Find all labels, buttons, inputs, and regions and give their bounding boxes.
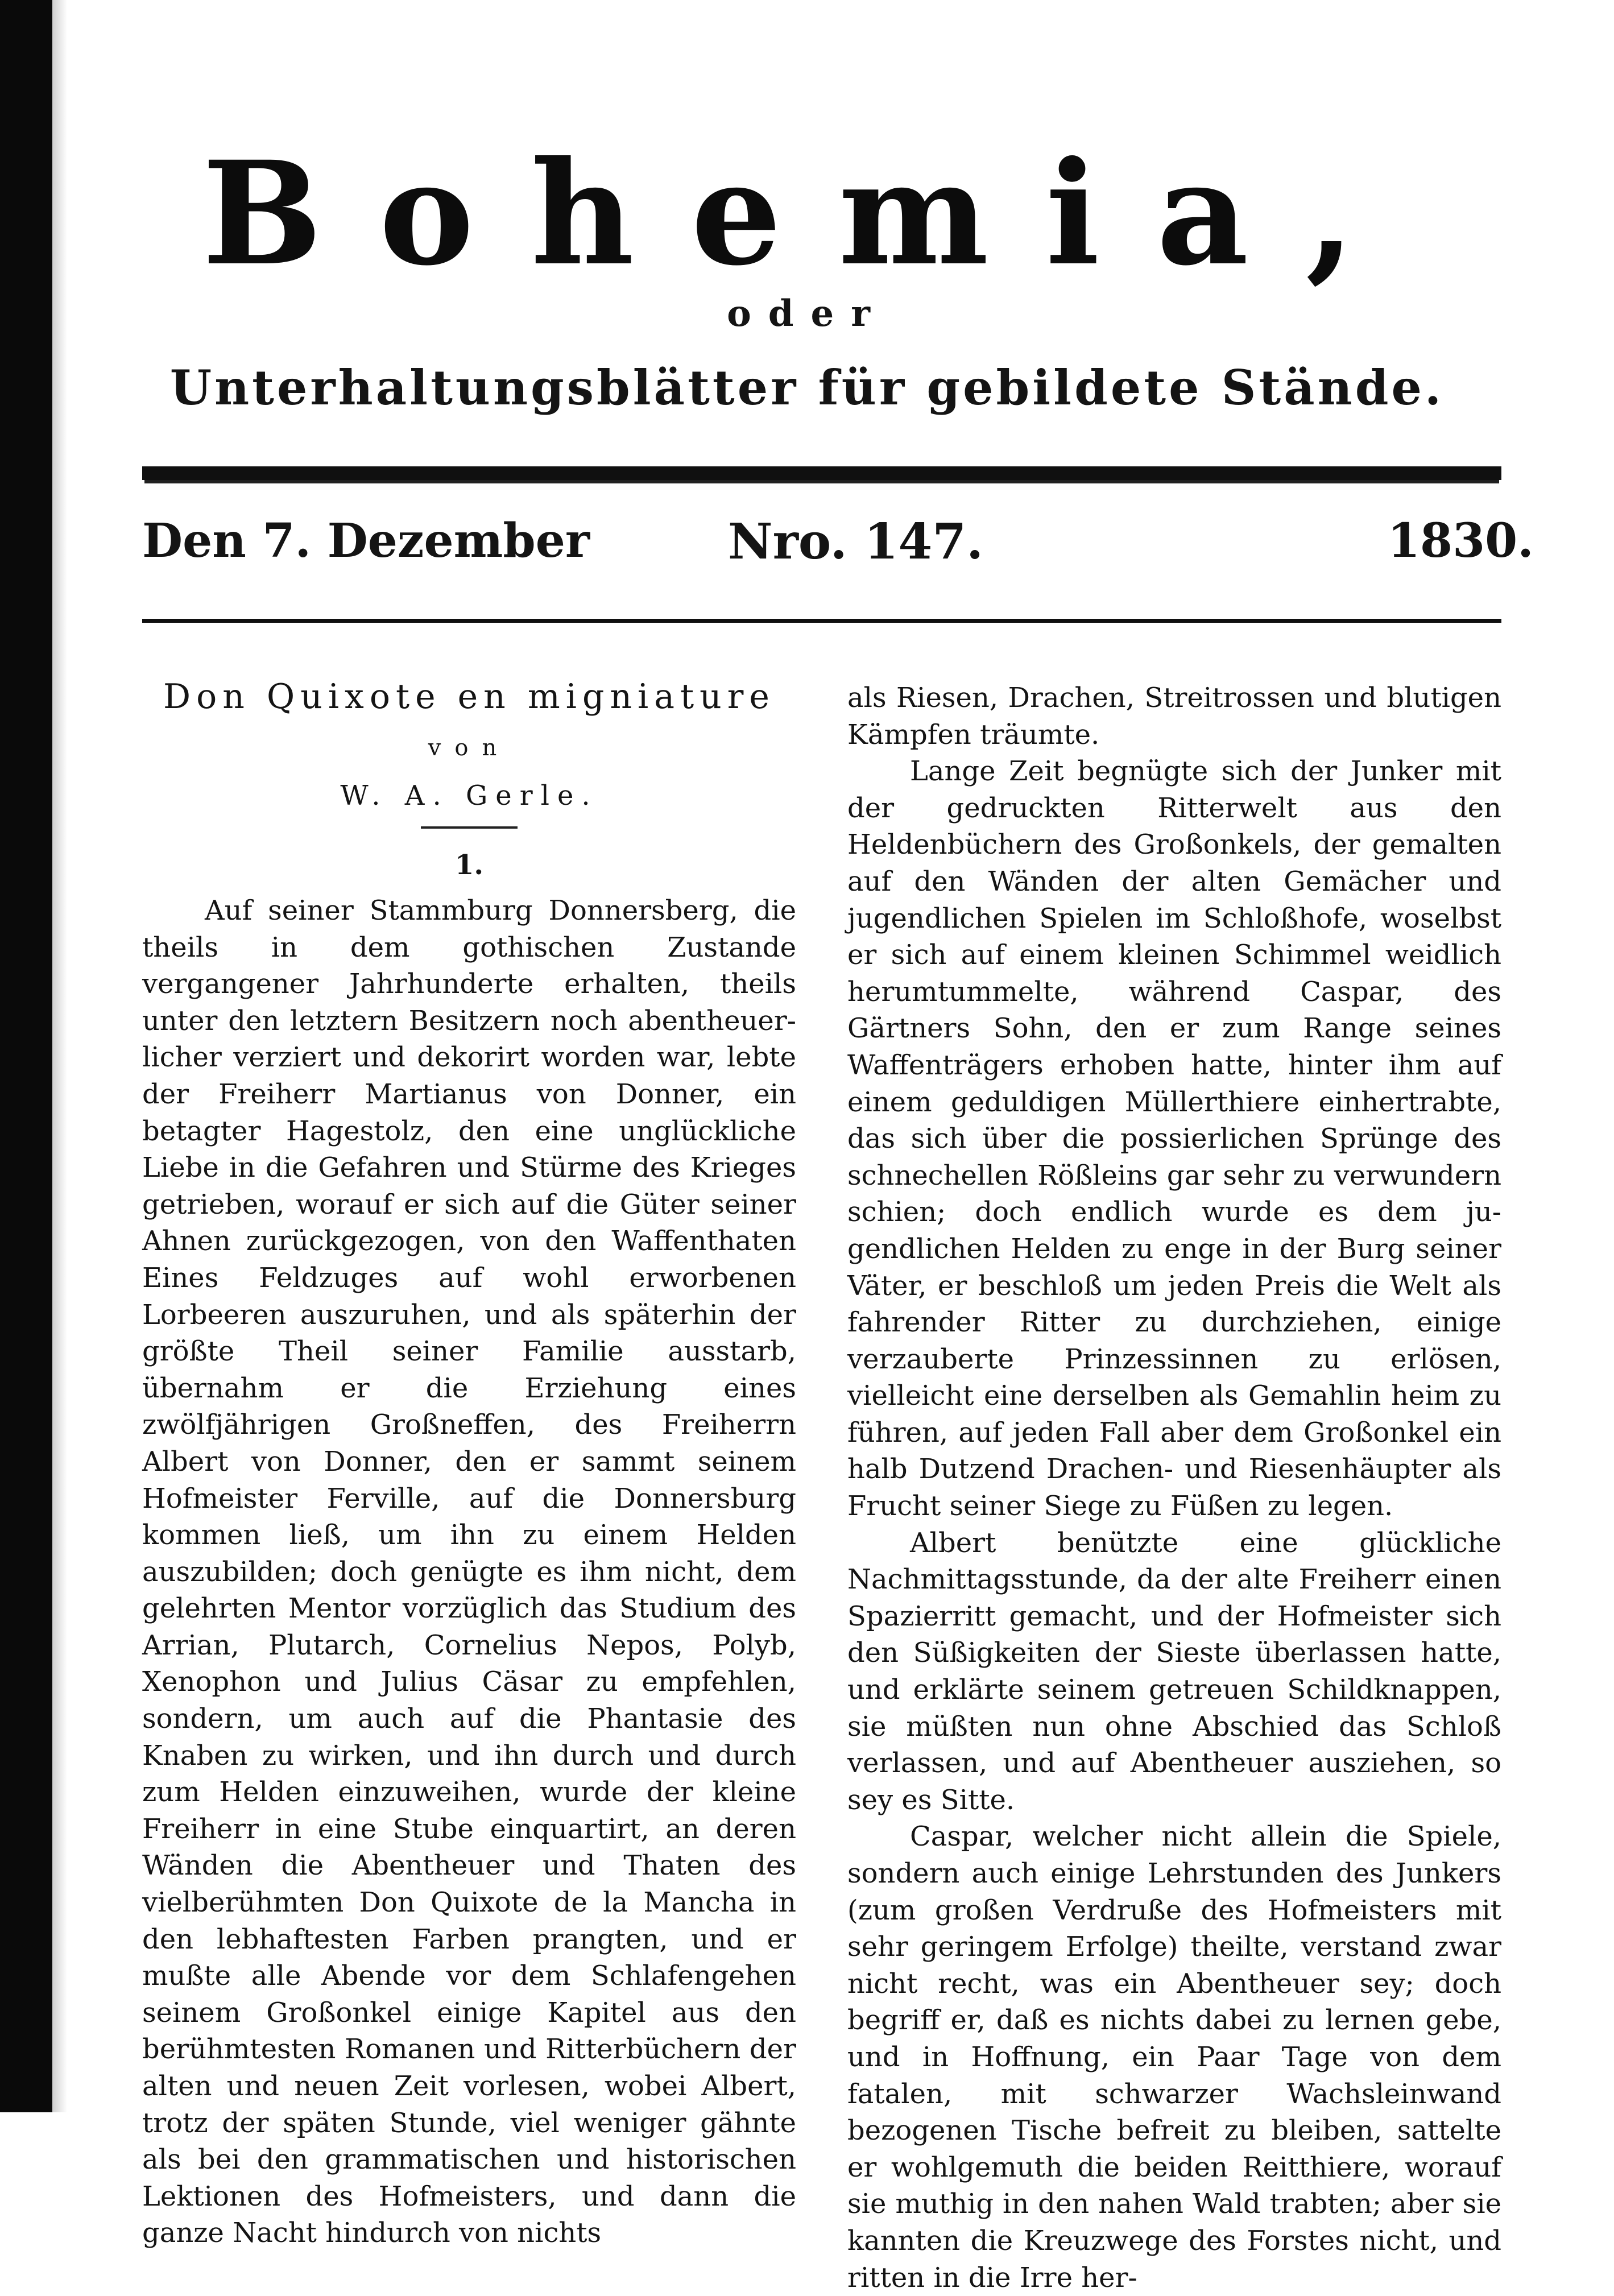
issue-date: Den 7. Dezember: [142, 514, 590, 568]
masthead-rule: [142, 466, 1501, 480]
paragraph: Caspar, welcher nicht allein die Spiele, sondern auch einige Lehrstunden des Junkers (zum großen Verdruße des Hofmeisters mit sehr geringem Erfolge) theilte, verstand zwar nicht recht, was ein Abentheuer sey; doch begriff er, daß es nichts dabei zu lernen gebe, und in Hoffnung, ein Paar Tage von dem fatalen, mit schwarzer Wachsleinwand bezogenen Tische befreit zu bleiben, sattelte er wohlgemuth die beiden Reitthiere, worauf sie muthig in den nahen Wald trabten; aber sie kannten die Kreuzwege des Forstes nicht, und ritten in die Irre her-: [847, 1821, 1501, 2294]
paragraph-continuation: als Riesen, Drachen, Streitrossen und blutigen Kämpfen träumte.: [847, 682, 1501, 751]
paragraph: Lange Zeit begnügte sich der Junker mit der gedruckten Ritterwelt aus den Heldenbüchern des Großonkels, der gemalten auf den Wänden der alten Gemächer und jugendlichen Spielen im Schloßhofe, woselbst er sich auf einem kleinen Schimmel weidlich herumtummelte, während Caspar, des Gärtners Sohn, den er zum Range seines Waffenträgers erhoben hatte, hinter ihm auf einem geduldigen Müllerthiere einhertrabte, das sich über die possierlichen Sprünge des schnechellen Rößleins gar sehr zu verwundern schien; doch endlich wurde es dem jugendlichen Helden zu enge in der Burg seiner Väter, er beschloß um jeden Preis die Welt als fahrender Ritter zu durchziehen, einige verzauberte Prinzessinnen zu erlösen, vielleicht eine derselben als Gemahlin heim zu führen, auf jeden Fall aber dem Großonkel ein halb Dutzend Drachen- und Riesenhäupter als Frucht seiner Siege zu Füßen zu legen.: [847, 755, 1501, 1523]
masthead-oder: oder: [727, 292, 887, 335]
left-column: [142, 677, 796, 2252]
article-separator: [421, 826, 518, 829]
article-author: W. A. Gerle.: [340, 780, 598, 812]
right-column: [847, 680, 1501, 2296]
dateline-rule: [142, 619, 1501, 623]
article-byline-von: von: [428, 735, 511, 761]
paragraph: Auf seiner Stammburg Donnersberg, die theils in dem gothischen Zustande vergangener Jahrhunderte erhalten, theils unter den letztern Besitzern noch abentheuerlicher verziert und dekorirt worden war, lebte der Freiherr Martianus von Donner, ein betagter Hagestolz, den eine unglückliche Liebe in die Gefahren und Stürme des Krieges getrieben, worauf er sich auf die Güter seiner Ahnen zurückgezogen, von den Waffenthaten Eines Feldzuges auf wohl erworbenen Lorbeeren auszuruhen, und als späterhin der größte Theil seiner Familie ausstarb, übernahm er die Erziehung eines zwölfjährigen Großneffen, des Freiherrn Albert von Donner, den er sammt seinem Hofmeister Ferville, auf die Donnersburg kommen ließ, um ihn zu einem Helden auszubilden; doch genügte es ihm nicht, dem gelehrten Mentor vorzüglich das Studium des Arrian, Plutarch, Cornelius Nepos, Polyb, Xenophon und Julius Cäsar zu empfehlen, sondern, um auch auf die Phantasie des Knaben zu wirken, und ihn durch und durch zum Helden einzuweihen, wurde der kleine Freiherr in eine Stube einquartirt, an deren Wänden die Abentheuer und Thaten des vielberühmten Don Quixote de la Mancha in den lebhaftesten Farben prangten, und er mußte alle Abende vor dem Schlafengehen seinem Großonkel einige Kapitel aus den berühmtesten Romanen und Ritterbüchern der alten und neuen Zeit vorlesen, wobei Albert, trotz der späten Stunde, viel weniger gähnte als bei den grammatischen und historischen Lektionen des Hofmeisters, und dann die ganze Nacht hindurch von nichts: [142, 895, 796, 2249]
masthead-subtitle: Unterhaltungsblätter für gebildete Stände.: [169, 359, 1445, 416]
issue-number: Nro. 147.: [728, 513, 984, 570]
section-number: 1.: [454, 849, 484, 881]
issue-year: 1830.: [1388, 514, 1534, 568]
paragraph: Albert benützte eine glückliche Nachmittagsstunde, da der alte Freiherr einen Spazierritt gemacht, und der Hofmeister sich den Süßigkeiten der Sieste überlassen hatte, und erklärte seinem getreuen Schildknappen, sie müßten nun ohne Abschied das Schloß verlassen, und auf Abentheuer ausziehen, so sey es Sitte.: [847, 1526, 1501, 1816]
article-title: Don Quixote en migniature: [163, 677, 775, 717]
masthead-title: Bohemia,: [202, 130, 1412, 297]
